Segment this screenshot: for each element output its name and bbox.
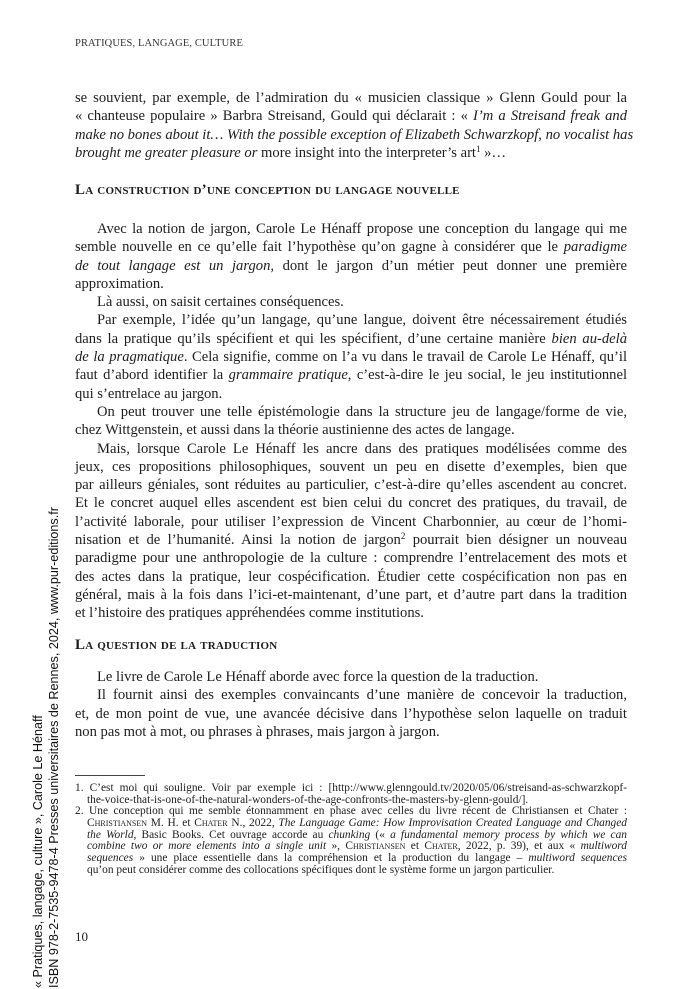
text-segment: 2. Une conception qui me semble étonnamment en phase avec celles du livre récent de Christiansen et Chater : — [75, 805, 627, 818]
text-segment: a fundamental memory process by which we can — [390, 828, 627, 841]
text-segment: semble nouvelle en ce qu’elle fait l’hypothèse qu’on gagne à considérer que le — [75, 239, 564, 256]
footnotes — [75, 783, 627, 877]
paragraph-block-construction — [75, 220, 627, 623]
text-line — [75, 458, 627, 476]
text-segment: Mais, lorsque Carole Le Hénaff les ancre dans des pratiques modélisées comme des — [97, 440, 627, 457]
text-segment: jeux, ces propositions philosophiques, souvent un peu en disette d’exemples, bien que — [75, 458, 627, 475]
side-notice-title: « Pratiques, langage, culture », Carole Le Hénaff — [31, 715, 45, 988]
text-line — [75, 385, 627, 403]
text-segment: général, mais à la fois dans l’ici-et-maintenant, d’une part, et d’autre part dans la tradition — [75, 586, 627, 603]
text-segment: pourrait bien désigner un nouveau — [405, 532, 627, 549]
section-heading-construction: La construction d’une conception du langage nouvelle — [75, 182, 460, 198]
text-segment: », — [326, 840, 346, 853]
text-line — [75, 126, 634, 144]
text-segment: de la pragmatique — [75, 349, 184, 366]
text-segment: I’m a Streisand freak and — [473, 108, 627, 125]
text-segment: chez Wittgenstein, et aussi dans la théorie austinienne des actes de langage. — [75, 422, 515, 439]
text-line — [75, 421, 627, 439]
text-segment: sequences — [87, 852, 134, 865]
text-segment: , dont le jargon d’un métier peut donner une première — [270, 257, 627, 274]
text-line — [75, 293, 627, 311]
text-line — [75, 330, 627, 348]
text-segment: dans la pratique qu’ils spécifient et qui les spécifient, d’une certaine manière — [75, 330, 552, 347]
text-segment: Il fournit ainsi des exemples convaincants d’une manière de concevoir la traduction, — [97, 687, 627, 704]
text-segment: « chanteuse populaire » Barbra Streisand, Gould qui déclarait : « — [75, 108, 474, 125]
text-line — [75, 220, 627, 238]
text-segment: make no bones about it… With the possible exception of Elizabeth Schwarzkopf, no vocalist has — [75, 126, 634, 143]
text-line — [75, 348, 627, 366]
text-segment: par ailleurs géniales, sont réduites au particulier, c’est-à-dire qu’elles ascendent au concret. — [75, 477, 627, 494]
text-line — [75, 531, 627, 549]
text-line — [75, 403, 627, 421]
text-line — [75, 366, 627, 384]
text-line — [75, 440, 627, 458]
text-segment: de tout langage est un jargon — [75, 257, 271, 274]
text-segment: brought me greater pleasure or — [75, 144, 258, 161]
text-line — [75, 89, 627, 107]
text-segment: (« — [370, 828, 391, 841]
text-segment: combine two or more elements into a single unit — [87, 840, 327, 853]
text-segment: Christiansen — [345, 840, 406, 853]
text-segment: bien au-delà — [551, 330, 627, 347]
text-line — [75, 549, 627, 567]
text-line — [75, 513, 627, 531]
side-notice-isbn: ISBN 978-2-7535-9478-4 Presses universitaires de Rennes, 2024, www.pur-editions.fr — [47, 507, 61, 988]
text-segment: The Language Game: How Improvisation Created Language and Changed — [278, 817, 627, 830]
paragraph-block-intro — [75, 89, 634, 162]
text-segment: 1. C’est moi qui souligne. Voir par exemple ici : [http://www.glenngould.tv/2020/05/06/streisand-as-schwarzkopf- — [75, 782, 627, 794]
text-segment: the-voice-that-is-one-of-the-natural-wonders-of-the-age-confronts-the-masters-by-glenn-gould/]. — [87, 793, 529, 806]
text-segment: Christiansen — [87, 817, 148, 830]
side-copyright-notice — [30, 507, 62, 988]
text-segment: , Basic Books. Cet ouvrage accorde au — [133, 828, 329, 841]
text-segment: Chater — [424, 840, 458, 853]
footnote-ref: 1 — [476, 143, 481, 154]
text-line — [75, 668, 627, 686]
text-segment: more insight into the interpreter’s art — [257, 144, 476, 161]
text-line — [75, 568, 627, 586]
text-segment: Là aussi, on saisit certaines conséquences. — [97, 294, 344, 311]
text-line — [75, 723, 627, 741]
text-segment: , 2022, p. 39), et aux « — [457, 840, 581, 853]
text-segment: l’activité laborale, pour utiliser l’expression de Vincent Charbonnier, au cœur de l’homi- — [75, 513, 627, 530]
text-segment: grammaire pratique — [228, 367, 348, 384]
text-segment: Par exemple, l’idée qu’un langage, qu’une langue, doivent être nécessairement étudiés — [97, 312, 627, 329]
text-line — [75, 865, 627, 877]
text-segment: Avec la notion de jargon, Carole Le Hénaff propose une conception du langage qui me — [97, 221, 627, 237]
text-segment: the World — [87, 828, 134, 841]
text-line — [75, 686, 627, 704]
text-segment: qu’on peut considérer comme des collocations spécifiques dont le système forme un jargon particulier. — [87, 863, 555, 876]
text-line — [75, 144, 627, 162]
text-segment: » une place essentielle dans la compréhension et la production du langage – — [133, 852, 529, 865]
text-segment: qui s’entrelace au jargon. — [75, 385, 223, 402]
page-number: 10 — [75, 929, 88, 944]
text-line — [75, 476, 627, 494]
text-segment: paradigme pour une anthropologie de la culture : comprendre l’entrelacement des mots et — [75, 550, 627, 567]
text-segment: N., 2022, — [227, 817, 279, 830]
text-line — [75, 604, 627, 622]
text-line — [75, 311, 627, 329]
text-segment: et, de mon point de vue, une avancée décisive dans l’hypothèse selon laquelle on traduit — [75, 705, 627, 722]
text-segment: M. H. et — [147, 817, 195, 830]
text-segment: On peut trouver une telle épistémologie dans la structure jeu de langage/forme de vie, — [97, 403, 627, 420]
text-segment: Chater — [194, 817, 228, 830]
text-segment: Et le concret auquel elles ascendent est bien celui du concret des pratiques, du travail, de — [75, 495, 627, 512]
text-segment: faut d’abord identifier la — [75, 367, 229, 384]
text-line — [75, 238, 627, 256]
text-line — [75, 494, 627, 512]
text-segment: et l’histoire des pratiques appréhendées comme institutions. — [75, 605, 424, 622]
text-segment: Le livre de Carole Le Hénaff aborde avec force la question de la traduction. — [97, 669, 539, 685]
text-line — [75, 275, 627, 293]
text-segment: multiword sequences — [528, 852, 628, 865]
text-segment: et — [405, 840, 425, 853]
text-line — [75, 586, 627, 604]
text-line — [75, 257, 627, 275]
text-line — [75, 107, 627, 125]
footnote-separator — [75, 775, 145, 776]
text-segment: approximation. — [75, 275, 164, 292]
text-segment: non pas mot à mot, ou phrases à phrases, mais jargon à jargon. — [75, 723, 440, 740]
running-head: PRATIQUES, LANGAGE, CULTURE — [75, 38, 243, 49]
paragraph-block-traduction — [75, 668, 627, 741]
text-segment: chunking — [328, 828, 371, 841]
text-segment: . Cela signifie, comme on l’a vu dans le travail de Carole Le Hénaff, qu’il — [183, 349, 627, 366]
text-segment: , c’est-à-dire le jeu social, le jeu institutionnel — [347, 367, 628, 384]
text-segment: nisation et de l’humanité. Ainsi la notion de jargon — [75, 532, 401, 549]
footnote-ref: 2 — [400, 531, 406, 542]
text-segment: paradigme — [563, 239, 627, 256]
text-segment: se souvient, par exemple, de l’admiration du « musicien classique » Glenn Gould pour la — [75, 90, 627, 106]
text-segment: multiword — [580, 840, 627, 853]
section-heading-traduction: La question de la traduction — [75, 637, 278, 653]
text-segment: des actes dans la pratique, leur cospécification. Étudier cette cospécification non pas en — [75, 568, 627, 585]
text-segment: »… — [480, 144, 507, 161]
text-line — [75, 705, 627, 723]
